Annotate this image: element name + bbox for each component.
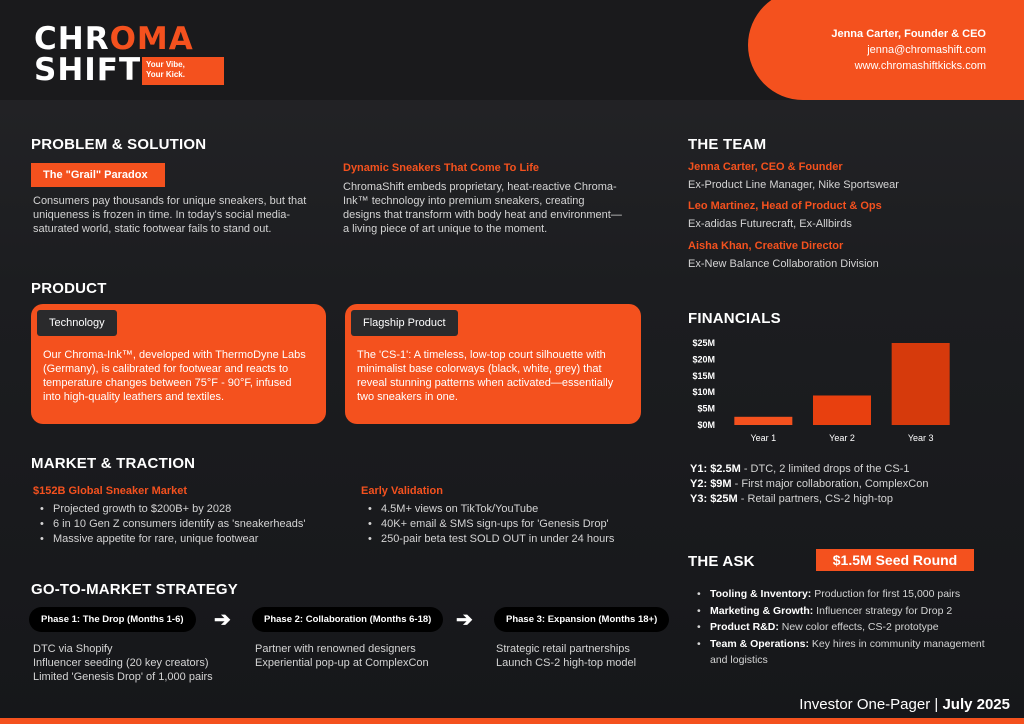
- footer-bar: [0, 718, 1024, 724]
- phase-2-text: Partner with renowned designers Experiential pop-up at ComplexCon: [255, 643, 429, 669]
- financial-note-y1: Y1: $2.5M - DTC, 2 limited drops of the CS-1: [690, 463, 910, 475]
- contact-email[interactable]: jenna@chromashift.com: [867, 44, 986, 56]
- validation-list: [361, 502, 661, 547]
- financials-section-title: FINANCIALS: [688, 310, 781, 327]
- list-item: • 40K+ email & SMS sign-ups for 'Genesis Drop': [361, 517, 661, 532]
- y-tick-label: $5M: [697, 403, 715, 414]
- financial-note-y3: Y3: $25M - Retail partners, CS-2 high-top: [690, 493, 894, 505]
- arrow-right-icon: ➔: [214, 609, 231, 631]
- financial-note-y2: Y2: $9M - First major collaboration, ComplexCon: [690, 478, 929, 490]
- team-member-role: Ex-New Balance Collaboration Division: [688, 258, 879, 270]
- market-list: [33, 502, 333, 547]
- team-member-name: Leo Martinez, Head of Product & Ops: [688, 200, 882, 212]
- team-member-name: Jenna Carter, CEO & Founder: [688, 161, 843, 173]
- list-item: • 6 in 10 Gen Z consumers identify as 'sneakerheads': [33, 517, 333, 532]
- team-member-role: Ex-adidas Futurecraft, Ex-Allbirds: [688, 218, 852, 230]
- flagship-label: Flagship Product: [351, 310, 458, 336]
- list-item: • Tooling & Inventory: Production for first 15,000 pairs: [690, 586, 990, 603]
- logo-tagline: Your Vibe, Your Kick.: [142, 57, 224, 85]
- bar-year-2: [813, 395, 871, 425]
- flagship-card: [345, 304, 641, 424]
- footer-label: Investor One-Pager | July 2025: [799, 696, 1010, 713]
- ask-list: [690, 586, 990, 669]
- phase-3-badge: Phase 3: Expansion (Months 18+): [494, 607, 669, 632]
- product-section-title: PRODUCT: [31, 280, 107, 297]
- solution-text: ChromaShift embeds proprietary, heat-reactive Chroma-Ink™ technology into premium sneakers, creating designs that transform with body heat and environment—a living piece of art unique to the moment.: [343, 181, 622, 235]
- technology-card: [31, 304, 326, 424]
- logo-line-2: SHIFT: [34, 52, 142, 88]
- y-tick-label: $0M: [697, 420, 715, 430]
- validation-heading: Early Validation: [361, 485, 443, 497]
- y-tick-label: $20M: [692, 354, 715, 365]
- phase-1-badge: Phase 1: The Drop (Months 1-6): [29, 607, 196, 632]
- solution-heading: Dynamic Sneakers That Come To Life: [343, 162, 540, 174]
- technology-text: Our Chroma-Ink™, developed with ThermoDyne Labs (Germany), is calibrated for footwear and reacts to temperature changes between 75°F - 90°F, infused into high-quality leathers and textiles.: [43, 349, 306, 403]
- x-tick-label: Year 2: [829, 433, 855, 443]
- technology-label: Technology: [37, 310, 117, 336]
- seed-round-badge: $1.5M Seed Round: [816, 549, 974, 571]
- gtm-section-title: GO-TO-MARKET STRATEGY: [31, 581, 238, 598]
- logo: [34, 21, 194, 88]
- team-member-role: Ex-Product Line Manager, Nike Sportswear: [688, 179, 899, 191]
- phase-3-text: Strategic retail partnerships Launch CS-2 high-top model: [496, 643, 637, 669]
- team-member-name: Aisha Khan, Creative Director: [688, 240, 844, 252]
- contact-block: [800, 26, 986, 74]
- list-item: • Projected growth to $200B+ by 2028: [33, 502, 333, 517]
- ask-section-title: THE ASK: [688, 553, 755, 570]
- problem-text: Consumers pay thousands for unique sneakers, but that uniqueness is frozen in time. In today's social media-saturated world, static footwear fails to stand out.: [33, 195, 307, 235]
- logo-line-1: CHROMA: [34, 21, 194, 57]
- problem-pill: The "Grail" Paradox: [31, 163, 165, 187]
- arrow-right-icon: ➔: [456, 609, 473, 631]
- list-item: • Massive appetite for rare, unique footwear: [33, 532, 333, 547]
- flagship-text: The 'CS-1': A timeless, low-top court silhouette with minimalist base colorways (black, white, grey) that reveal stunning patterns when activated—essentially two sneakers in one.: [357, 349, 614, 403]
- bar-year-1: [734, 417, 792, 425]
- revenue-bar-chart: [688, 335, 968, 445]
- list-item: • Product R&D: New color effects, CS-2 prototype: [690, 619, 990, 636]
- market-heading: $152B Global Sneaker Market: [33, 485, 188, 497]
- bar-year-3: [892, 343, 950, 425]
- list-item: • 250-pair beta test SOLD OUT in under 24 hours: [361, 532, 661, 547]
- contact-name: Jenna Carter, Founder & CEO: [831, 28, 986, 40]
- team-section-title: THE TEAM: [688, 136, 767, 153]
- problem-section-title: PROBLEM & SOLUTION: [31, 136, 207, 153]
- phase-2-badge: Phase 2: Collaboration (Months 6-18): [252, 607, 443, 632]
- list-item: • 4.5M+ views on TikTok/YouTube: [361, 502, 661, 517]
- y-tick-label: $15M: [692, 370, 715, 381]
- phase-1-text: DTC via Shopify Influencer seeding (20 key creators) Limited 'Genesis Drop' of 1,000 pairs: [33, 643, 213, 683]
- list-item: • Team & Operations: Key hires in community management and logistics: [690, 636, 990, 669]
- list-item: • Marketing & Growth: Influencer strategy for Drop 2: [690, 603, 990, 620]
- y-tick-label: $25M: [692, 338, 715, 348]
- header: [0, 0, 1024, 100]
- market-section-title: MARKET & TRACTION: [31, 455, 196, 472]
- x-tick-label: Year 1: [750, 433, 777, 443]
- financial-notes: [690, 462, 928, 507]
- contact-website[interactable]: www.chromashiftkicks.com: [854, 60, 986, 72]
- y-tick-label: $10M: [692, 387, 715, 398]
- x-tick-label: Year 3: [907, 433, 934, 443]
